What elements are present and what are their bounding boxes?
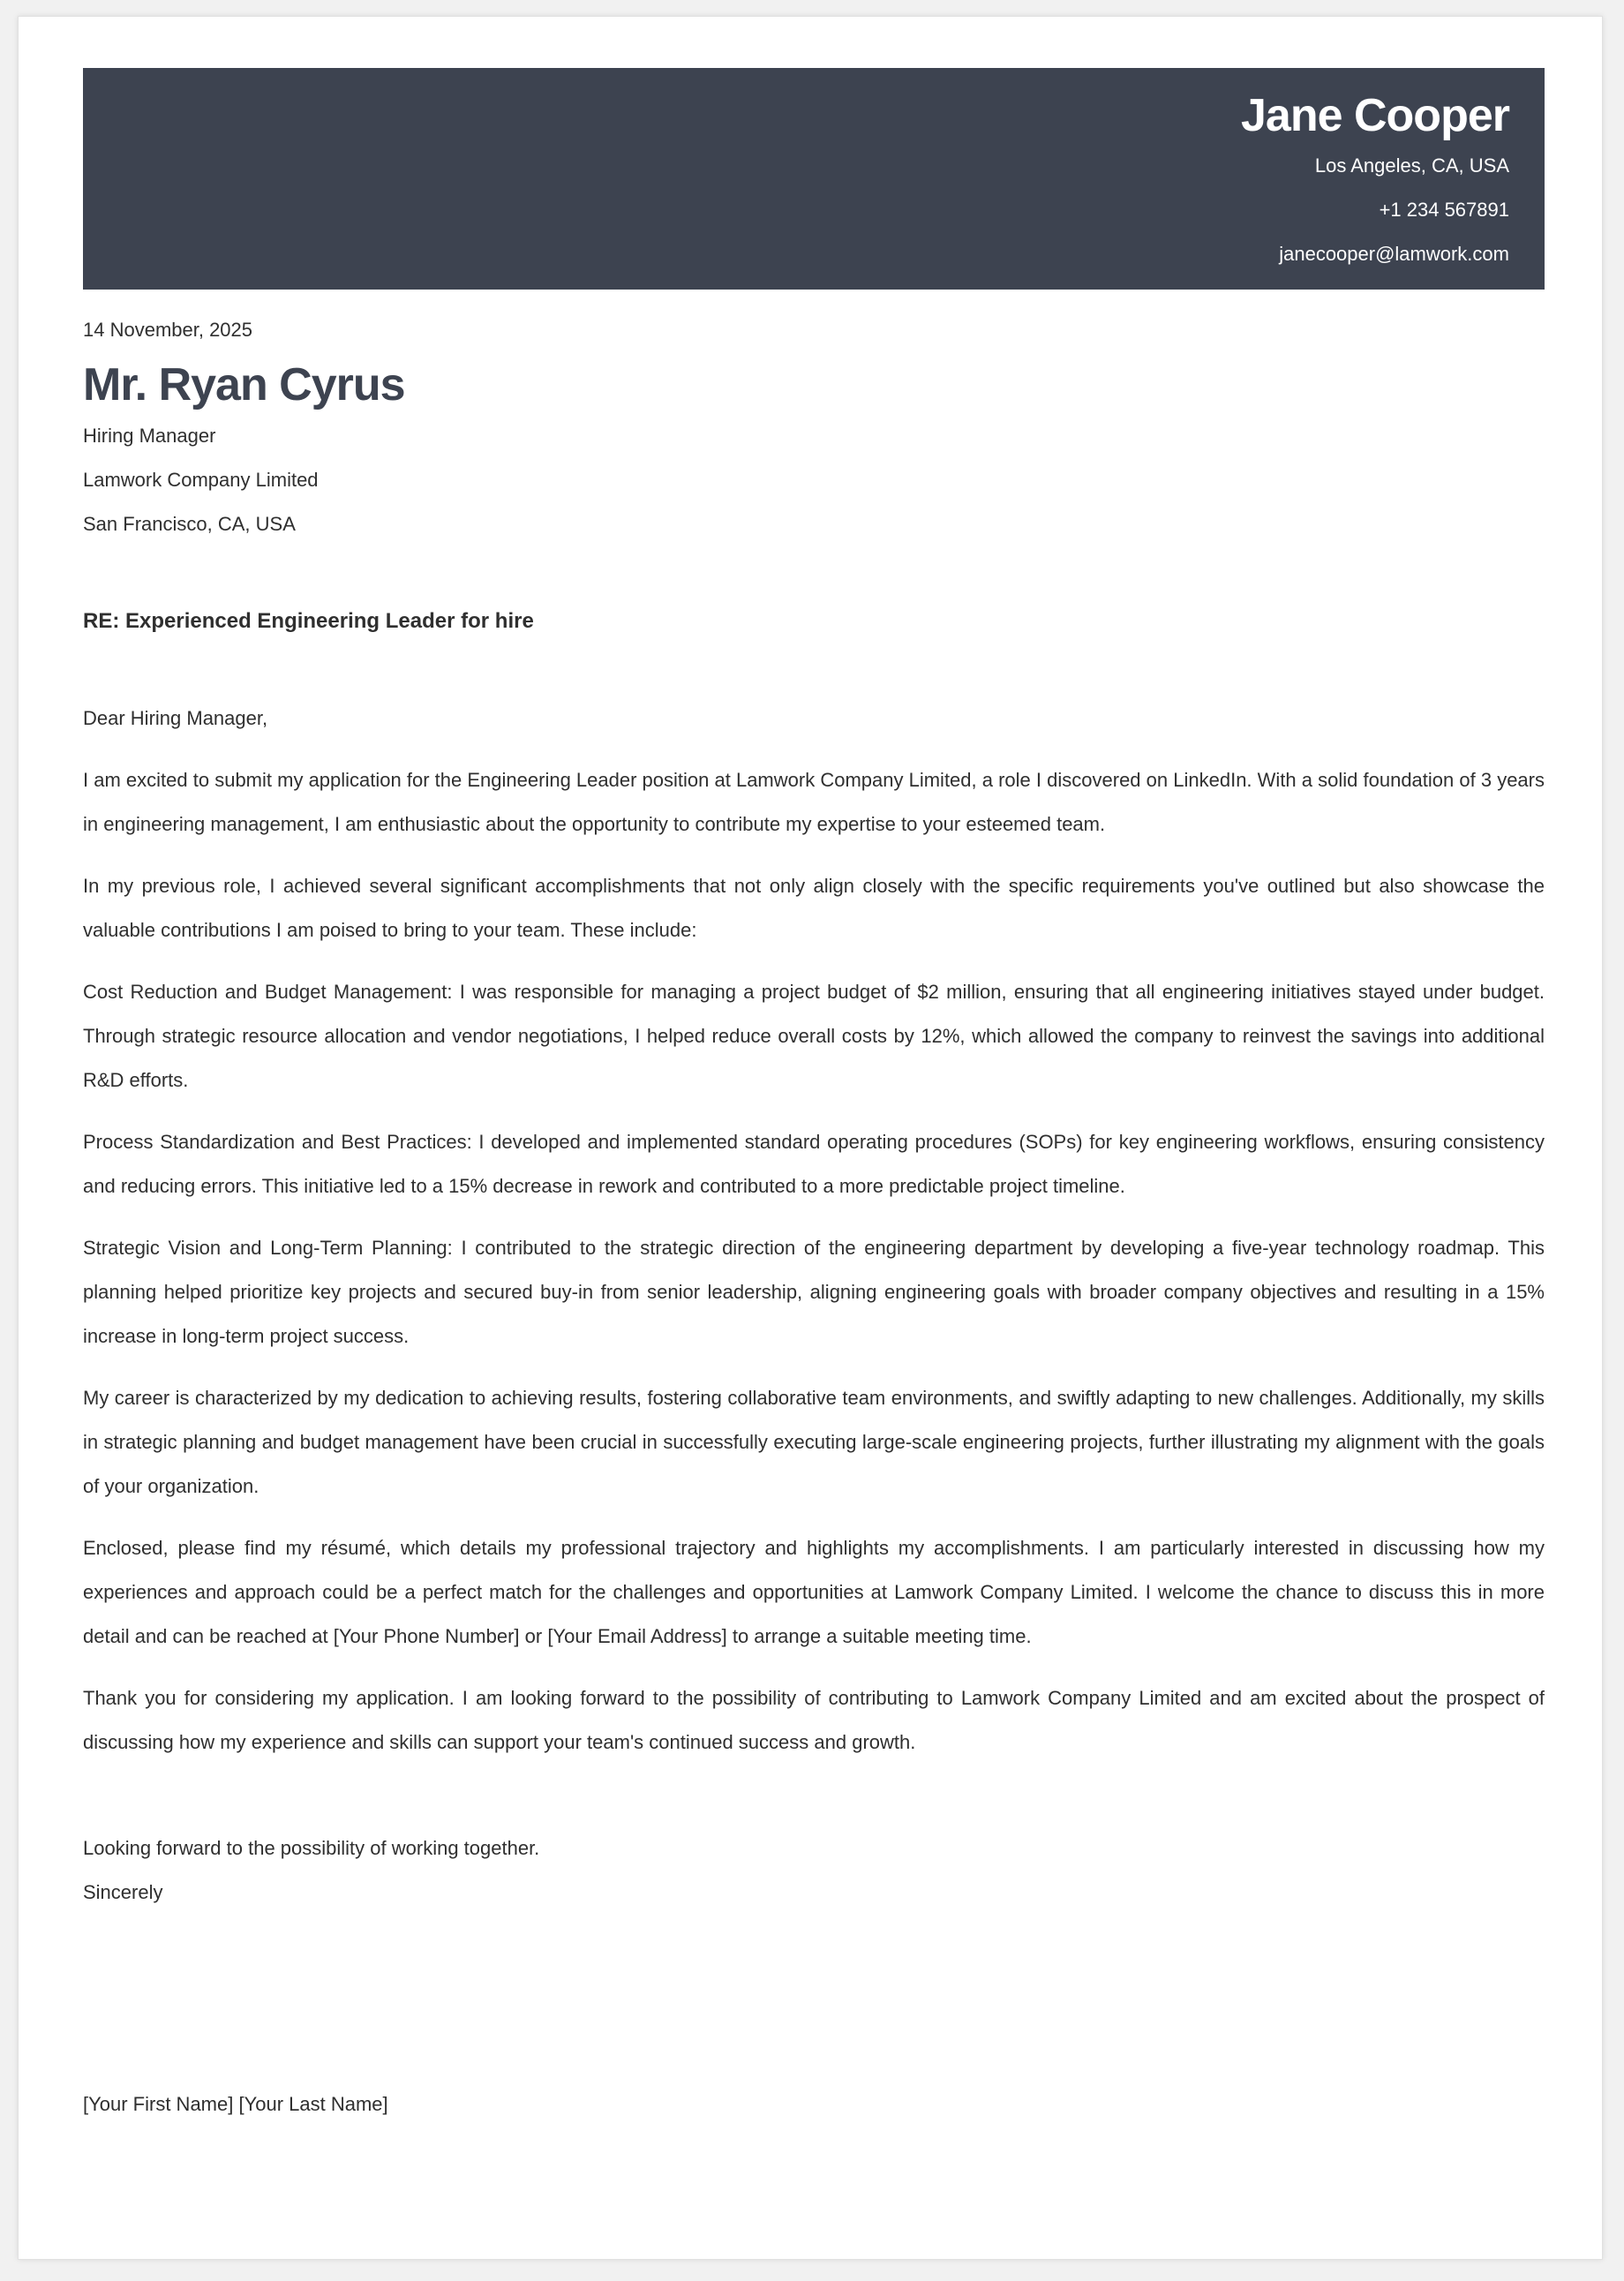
letter-header	[83, 68, 1545, 290]
paragraph-intro: I am excited to submit my application for the Engineering Leader position at Lamwork Company Limited, a role I discovered on LinkedIn. With a solid foundation of 3 years in engineering management, I am enthusiastic about the opportunity to contribute my expertise to your esteemed team.	[83, 769, 1545, 835]
paragraph-cost-reduction: Cost Reduction and Budget Management: I was responsible for managing a project budget of $2 million, ensuring that all engineering initiatives stayed under budget. Through strategic resource allocation and vendor negotiations, I helped reduce overall costs by 12%, which allowed the company to reinvest the savings into additional R&D efforts.	[83, 981, 1545, 1091]
recipient-name: Mr. Ryan Cyrus	[83, 359, 405, 410]
recipient-company: Lamwork Company Limited	[83, 469, 319, 491]
paragraph-process-standardization: Process Standardization and Best Practices: I developed and implemented standard operating procedures (SOPs) for key engineering workflows, ensuring consistency and reducing errors. This initiative led to a 15% decrease in rework and contributed to a more predictable project timeline.	[83, 1131, 1545, 1197]
signature-name: [Your First Name] [Your Last Name]	[83, 2093, 388, 2115]
recipient-title: Hiring Manager	[83, 425, 216, 447]
sign-off: Sincerely	[83, 1881, 163, 1903]
paragraph-enclosed: Enclosed, please find my résumé, which details my professional trajectory and highlights my accomplishments. I am particularly interested in discussing how my experiences and approach could be a perfect match for the challenges and opportunities at Lamwork Company Limited. I welcome the chance to discuss this in more detail and can be reached at [Your Phone Number] or [Your Email Address] to arrange a suitable meeting time.	[83, 1537, 1545, 1647]
paragraph-accomplishments: In my previous role, I achieved several significant accomplishments that not only align closely with the specific requirements you've outlined but also showcase the valuable contributions I am poised to bring to your team. These include:	[83, 875, 1545, 941]
paragraph-thank-you: Thank you for considering my application. I am looking forward to the possibility of contributing to Lamwork Company Limited and am excited about the prospect of discussing how my experience and skills can support your team's continued success and growth.	[83, 1687, 1545, 1753]
recipient-location: San Francisco, CA, USA	[83, 513, 296, 535]
letter-body	[83, 308, 1545, 2127]
letter-subject: RE: Experienced Engineering Leader for hire	[83, 609, 534, 633]
sender-phone: +1 234 567891	[1379, 199, 1509, 221]
paragraph-career: My career is characterized by my dedication to achieving results, fostering collaborative team environments, and swiftly adapting to new challenges. Additionally, my skills in strategic planning and budget management have been crucial in successfully executing large-scale engineering projects, further illustrating my alignment with the goals of your organization.	[83, 1387, 1545, 1497]
letter-date: 14 November, 2025	[83, 319, 253, 341]
sender-name: Jane Cooper	[1241, 90, 1509, 141]
sender-email: janecooper@lamwork.com	[1279, 243, 1509, 265]
paragraph-strategic-vision: Strategic Vision and Long-Term Planning: I contributed to the strategic direction of the engineering department by developing a five-year technology roadmap. This planning helped prioritize key projects and secured buy-in from senior leadership, aligning engineering goals with broader company objectives and resulting in a 15% increase in long-term project success.	[83, 1237, 1545, 1347]
sender-location: Los Angeles, CA, USA	[1314, 154, 1509, 177]
salutation: Dear Hiring Manager,	[83, 707, 268, 729]
closing-line: Looking forward to the possibility of working together.	[83, 1837, 540, 1859]
letter-page	[18, 16, 1603, 2260]
